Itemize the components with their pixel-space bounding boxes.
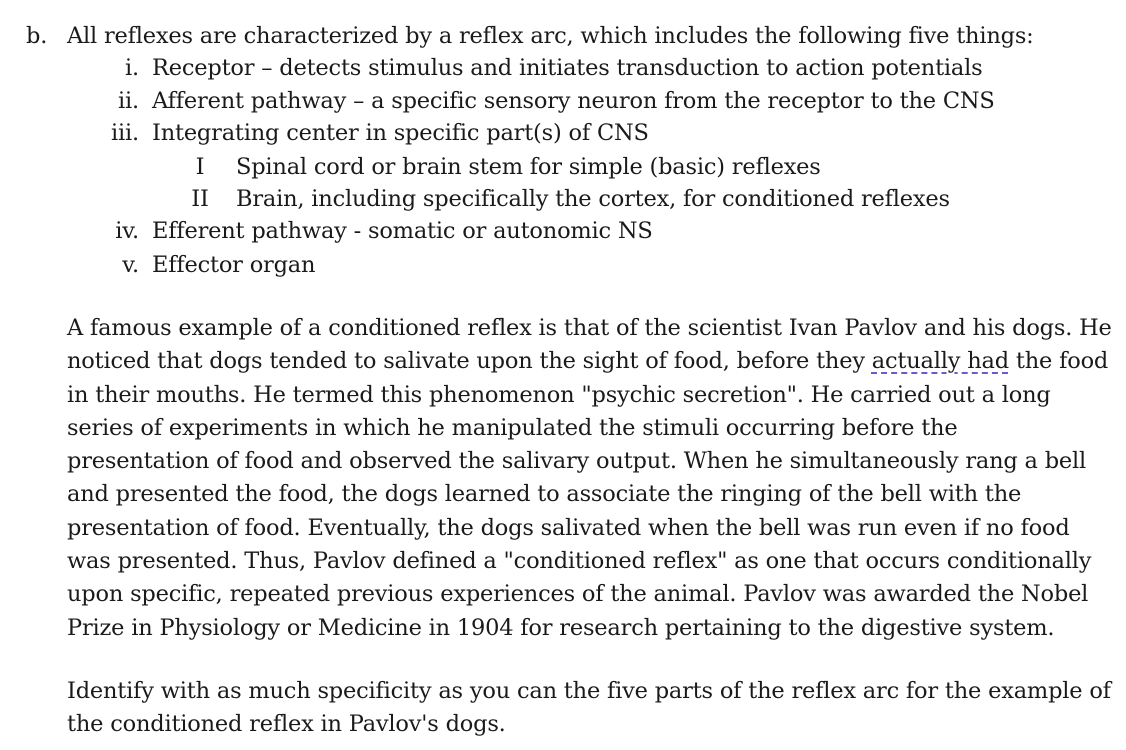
arc-item-text: Receptor – detects stimulus and initiates transduction to action potentials (152, 55, 983, 81)
sub-item-number: II (191, 186, 209, 212)
question-line: the conditioned reflex in Pavlov's dogs. (67, 711, 506, 738)
sub-item-number: I (195, 154, 205, 180)
arc-item-number: v. (122, 252, 139, 278)
sub-item-text: Brain, including specifically the cortex, for conditioned reflexes (236, 186, 950, 212)
arc-item-text: Afferent pathway – a specific sensory neuron from the receptor to the CNS (152, 88, 995, 114)
paragraph-line: series of experiments in which he manipulated the stimuli occurring before the (67, 414, 958, 441)
intro-text: All reflexes are characterized by a reflex arc, which includes the following five things: (67, 23, 1034, 49)
arc-item-text: Efferent pathway - somatic or autonomic NS (152, 218, 653, 244)
paragraph-line: was presented. Thus, Pavlov defined a "conditioned reflex" as one that occurs conditionally (67, 548, 1092, 575)
arc-item-number: ii. (118, 88, 139, 114)
paragraph-line-text: noticed that dogs tended to salivate upon the sight of food, before they (67, 348, 872, 375)
arc-item-text: Effector organ (152, 252, 316, 278)
paragraph-line (67, 345, 1117, 378)
question-paragraph (67, 675, 1117, 742)
question-line: Identify with as much specificity as you can the five parts of the reflex arc for the example of (67, 678, 1111, 704)
paragraph-line: presentation of food and observed the salivary output. When he simultaneously rang a bell (67, 448, 1087, 475)
arc-item-text: Integrating center in specific part(s) of CNS (152, 120, 649, 146)
arc-item-number: iii. (111, 120, 139, 146)
paragraph-line: upon specific, repeated previous experiences of the animal. Pavlov was awarded the Nobel (67, 581, 1089, 608)
arc-item-number: i. (125, 55, 139, 81)
paragraph-line: presentation of food. Eventually, the dogs salivated when the bell was run even if no food (67, 514, 1070, 541)
pavlov-paragraph (67, 312, 1117, 645)
paragraph-line: and presented the food, the dogs learned to associate the ringing of the bell with the (67, 481, 1022, 508)
grammar-flagged-phrase[interactable]: actually had (871, 348, 1009, 375)
paragraph-line: Prize in Physiology or Medicine in 1904 for research pertaining to the digestive system. (67, 614, 1055, 641)
sub-item-text: Spinal cord or brain stem for simple (basic) reflexes (236, 154, 821, 180)
paragraph-line: in their mouths. He termed this phenomenon "psychic secretion". He carried out a long (67, 381, 1051, 408)
paragraph-line-tail: the food (1008, 348, 1109, 375)
arc-item-number: iv. (115, 218, 139, 244)
paragraph-line: A famous example of a conditioned reflex is that of the scientist Ivan Pavlov and his dogs. He (67, 315, 1112, 341)
section-label: b. (26, 23, 48, 49)
